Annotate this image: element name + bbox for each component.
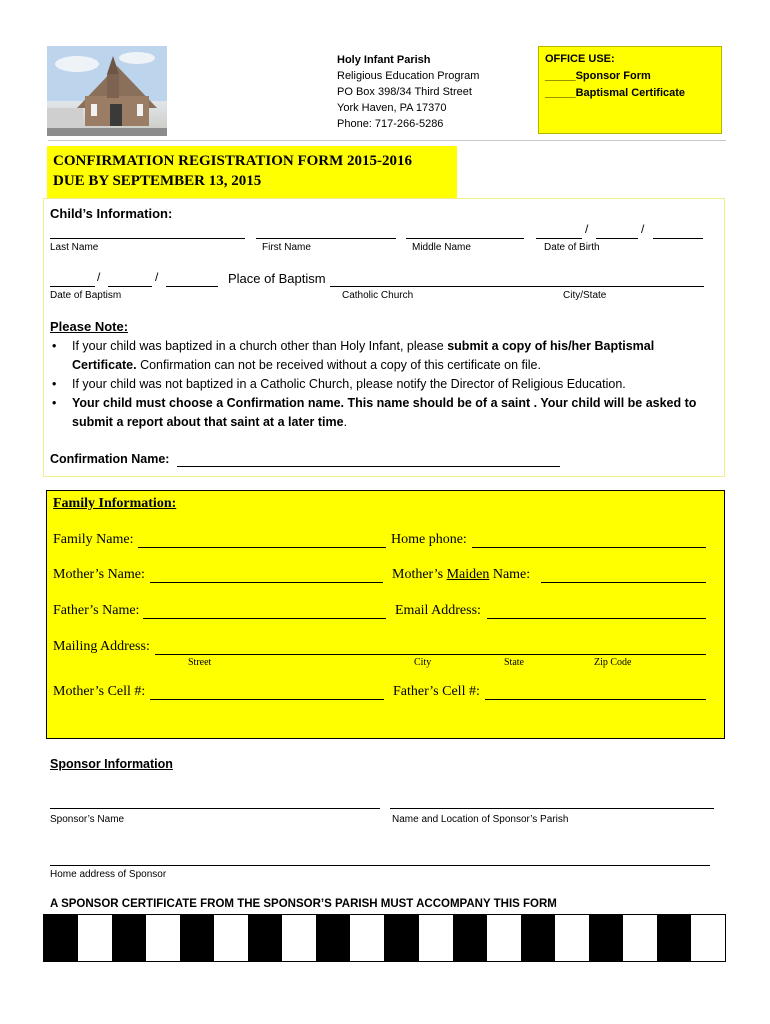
- form-barcode: [43, 914, 726, 962]
- barcode-bar: [146, 915, 180, 961]
- note-item: [50, 394, 720, 432]
- barcode-bar: [623, 915, 657, 961]
- dob-sep-2: /: [641, 222, 645, 236]
- barcode-bar: [78, 915, 112, 961]
- family-name-field[interactable]: [138, 547, 386, 548]
- mothers-maiden-name-field[interactable]: [541, 582, 706, 583]
- place-baptism-field[interactable]: [330, 286, 704, 287]
- sponsor-name-field[interactable]: [50, 808, 380, 809]
- dob-year-field[interactable]: [653, 238, 703, 239]
- baptism-sep-2: /: [155, 270, 159, 284]
- dob-sep-1: /: [585, 222, 589, 236]
- barcode-bar: [384, 915, 418, 961]
- street-label: Street: [188, 657, 212, 668]
- last-name-label: Last Name: [50, 242, 99, 253]
- barcode-bar: [350, 915, 384, 961]
- mailing-address-field[interactable]: [155, 654, 706, 655]
- label-part-underlined: Maiden: [446, 567, 490, 582]
- dob-month-field[interactable]: [536, 238, 582, 239]
- fathers-name-label: Father’s Name:: [53, 603, 140, 618]
- street-address: PO Box 398/34 Third Street: [337, 86, 472, 98]
- barcode-bar: [487, 915, 521, 961]
- label-part: Mother’s: [392, 567, 447, 582]
- note-text: If your child was not baptized in a Catholic Church, please notify the Director of Religious Education.: [72, 377, 626, 391]
- dob-day-field[interactable]: [596, 238, 638, 239]
- email-label: Email Address:: [395, 603, 481, 618]
- fathers-cell-label: Father’s Cell #:: [393, 684, 480, 699]
- mailing-address-label: Mailing Address:: [53, 639, 150, 654]
- dob-label: Date of Birth: [544, 242, 600, 253]
- barcode-bar: [214, 915, 248, 961]
- note-item: [50, 337, 720, 375]
- label-part: Name:: [489, 567, 531, 582]
- city-address: York Haven, PA 17370: [337, 102, 447, 114]
- header-divider: [48, 140, 726, 141]
- barcode-bar: [112, 915, 146, 961]
- notes-list: [50, 337, 720, 432]
- sponsor-home-address-label: Home address of Sponsor: [50, 869, 167, 880]
- barcode-bar: [282, 915, 316, 961]
- barcode-bar: [521, 915, 555, 961]
- zip-label: Zip Code: [594, 657, 632, 668]
- note-text: Confirmation can not be received without a copy of this certificate on file.: [136, 358, 541, 372]
- city-state-label: City/State: [563, 290, 607, 301]
- sponsor-name-label: Sponsor’s Name: [50, 814, 125, 825]
- office-use-box: [538, 46, 722, 134]
- baptism-month-field[interactable]: [50, 286, 95, 287]
- mothers-name-label: Mother’s Name:: [53, 567, 145, 582]
- program-name: Religious Education Program: [337, 70, 480, 82]
- parish-name: Holy Infant Parish: [337, 54, 431, 66]
- baptism-sep-1: /: [97, 270, 101, 284]
- family-info-heading: Family Information:: [53, 496, 177, 511]
- fathers-cell-field[interactable]: [485, 699, 706, 700]
- barcode-bar: [691, 915, 725, 961]
- barcode-bar: [248, 915, 282, 961]
- office-sponsor-form: _____Sponsor Form: [545, 70, 651, 82]
- note-item: [50, 375, 720, 394]
- last-name-field[interactable]: [50, 238, 245, 239]
- home-phone-label: Home phone:: [391, 532, 467, 547]
- barcode-bar: [589, 915, 623, 961]
- family-info-panel: [46, 490, 725, 739]
- barcode-bar: [316, 915, 350, 961]
- office-use-title: OFFICE USE:: [545, 53, 615, 65]
- catholic-church-label: Catholic Church: [342, 290, 414, 301]
- family-name-label: Family Name:: [53, 532, 134, 547]
- sponsor-parish-label: Name and Location of Sponsor’s Parish: [392, 814, 569, 825]
- mothers-cell-label: Mother’s Cell #:: [53, 684, 146, 699]
- baptism-year-field[interactable]: [166, 286, 218, 287]
- form-title-box: [47, 146, 457, 198]
- note-text: .: [343, 415, 348, 429]
- date-baptism-label: Date of Baptism: [50, 290, 122, 301]
- first-name-field[interactable]: [256, 238, 396, 239]
- middle-name-label: Middle Name: [412, 242, 471, 253]
- home-phone-field[interactable]: [472, 547, 706, 548]
- form-due-date: DUE BY SEPTEMBER 13, 2015: [53, 173, 262, 189]
- barcode-bar: [419, 915, 453, 961]
- city-label: City: [414, 657, 432, 668]
- church-photo: [47, 46, 167, 136]
- barcode-bar: [657, 915, 691, 961]
- place-baptism-label: Place of Baptism: [228, 271, 326, 286]
- mothers-cell-field[interactable]: [150, 699, 384, 700]
- baptism-day-field[interactable]: [108, 286, 152, 287]
- barcode-bar: [453, 915, 487, 961]
- mothers-name-field[interactable]: [150, 582, 383, 583]
- sponsor-parish-field[interactable]: [390, 808, 714, 809]
- email-field[interactable]: [487, 618, 706, 619]
- note-bold-text: Your child must choose a Confirmation name. This name should be of a saint . Your child will be asked to submit a report about that saint at a later time: [72, 396, 697, 429]
- state-label: State: [504, 657, 524, 668]
- phone-number: Phone: 717-266-5286: [337, 118, 444, 130]
- sponsor-info-heading: Sponsor Information: [50, 757, 173, 771]
- first-name-label: First Name: [262, 242, 311, 253]
- middle-name-field[interactable]: [406, 238, 524, 239]
- confirmation-name-label: Confirmation Name:: [50, 452, 170, 466]
- note-bold-text: submit a copy of his/her Baptismal Certificate.: [72, 339, 655, 372]
- office-baptismal-certificate: _____Baptismal Certificate: [545, 87, 686, 99]
- barcode-bar: [180, 915, 214, 961]
- sponsor-home-address-field[interactable]: [50, 865, 710, 866]
- barcode-bar: [44, 915, 78, 961]
- sponsor-certificate-notice: A SPONSOR CERTIFICATE FROM THE SPONSOR’S PARISH MUST ACCOMPANY THIS FORM: [50, 898, 557, 910]
- form-title: CONFIRMATION REGISTRATION FORM 2015-2016: [53, 153, 413, 169]
- please-note-heading: Please Note:: [50, 319, 129, 334]
- mothers-maiden-name-label: [392, 567, 530, 583]
- note-text: If your child was baptized in a church other than Holy Infant, please: [72, 339, 448, 353]
- barcode-bar: [555, 915, 589, 961]
- child-info-heading: Child’s Information:: [50, 206, 173, 221]
- confirmation-name-field[interactable]: [177, 466, 560, 467]
- parish-address: [337, 52, 479, 132]
- fathers-name-field[interactable]: [143, 618, 386, 619]
